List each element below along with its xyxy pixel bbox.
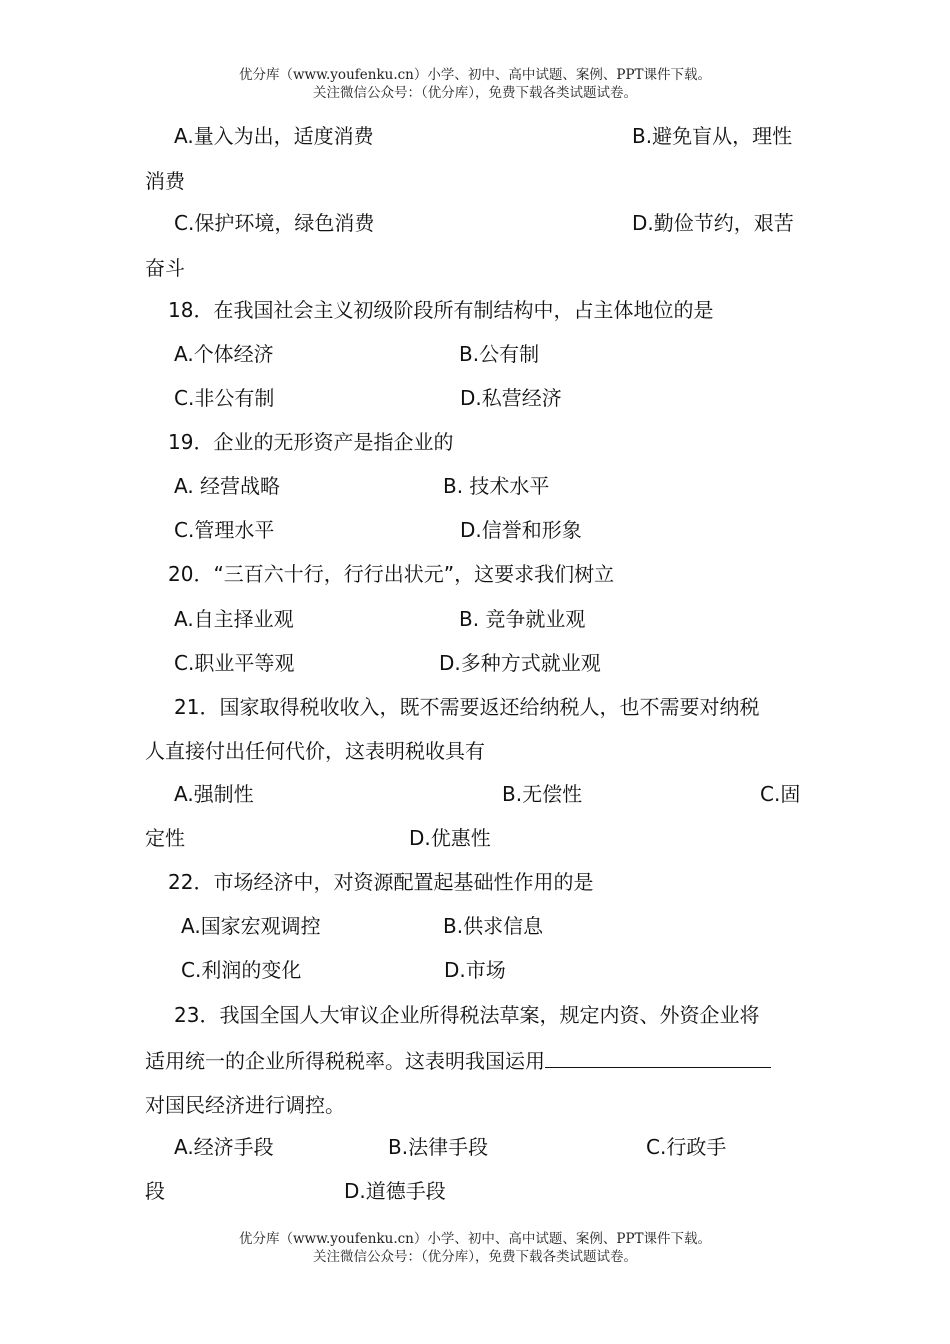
q22-option-a: A.国家宏观调控 [181,914,321,938]
q23-option-d: D.道德手段 [344,1179,446,1203]
header-line-2: 关注微信公众号：（优分库），免费下载各类试题试卷。 [313,85,637,101]
q23-option-b: B.法律手段 [388,1135,489,1159]
header-line-1: 优分库（www.youfenku.cn）小学、初中、高中试题、案例、PPT课件下载。 [238,67,712,83]
q17-option-d: D.勤俭节约，艰苦 [632,211,794,235]
footer-line-2: 关注微信公众号：（优分库），免费下载各类试题试卷。 [313,1249,637,1265]
q19-option-d: D.信誉和形象 [460,518,582,542]
q22-option-c: C.利润的变化 [181,958,302,982]
answer-blank [545,1045,771,1068]
q20-option-b: B. 竞争就业观 [459,607,586,631]
q21-option-c-cont: 定性 [145,826,185,850]
q18-option-b: B.公有制 [459,342,540,366]
q21-option-b: B.无偿性 [502,782,583,806]
q21-stem-line-2: 人直接付出任何代价，这表明税收具有 [145,739,485,763]
q23-stem-line-2 [145,1045,771,1075]
q17-option-c: C.保护环境，绿色消费 [174,211,375,235]
q21-option-a: A.强制性 [174,782,254,806]
q23-option-a: A.经济手段 [174,1135,274,1159]
q18-stem: 18．在我国社会主义初级阶段所有制结构中，占主体地位的是 [168,298,714,322]
q20-stem: 20．“三百六十行，行行出状元”，这要求我们树立 [168,562,615,586]
footer-line-1: 优分库（www.youfenku.cn）小学、初中、高中试题、案例、PPT课件下载。 [238,1231,712,1247]
q23-option-c: C.行政手 [646,1135,727,1159]
q18-option-c: C.非公有制 [174,386,275,410]
q23-stem-line-1: 23．我国全国人大审议企业所得税法草案，规定内资、外资企业将 [174,1003,760,1027]
q18-option-a: A.个体经济 [174,342,274,366]
q17-option-b-cont: 消费 [145,169,185,193]
q21-option-d: D.优惠性 [409,826,491,850]
q19-option-c: C.管理水平 [174,518,275,542]
q23-stem-line-2-text: 适用统一的企业所得税税率。这表明我国运用 [145,1049,545,1073]
q23-stem-line-3: 对国民经济进行调控。 [145,1093,345,1117]
q17-option-a: A.量入为出，适度消费 [174,124,374,148]
q20-option-d: D.多种方式就业观 [439,651,601,675]
q21-option-c: C.固 [760,782,801,806]
q18-option-d: D.私营经济 [460,386,562,410]
q19-stem: 19．企业的无形资产是指企业的 [168,430,454,454]
q20-option-c: C.职业平等观 [174,651,295,675]
q17-option-d-cont: 奋斗 [145,256,185,280]
q22-stem: 22．市场经济中，对资源配置起基础性作用的是 [168,870,594,894]
q22-option-b: B.供求信息 [443,914,544,938]
q20-option-a: A.自主择业观 [174,607,294,631]
q21-stem-line-1: 21．国家取得税收收入，既不需要返还给纳税人，也不需要对纳税 [174,695,760,719]
q22-option-d: D.市场 [444,958,506,982]
page-header [0,66,950,102]
q23-option-c-cont: 段 [145,1179,165,1203]
page-footer [0,1230,950,1266]
q19-option-a: A. 经营战略 [174,474,281,498]
q17-option-b: B.避免盲从，理性 [632,124,793,148]
q19-option-b: B. 技术水平 [443,474,550,498]
